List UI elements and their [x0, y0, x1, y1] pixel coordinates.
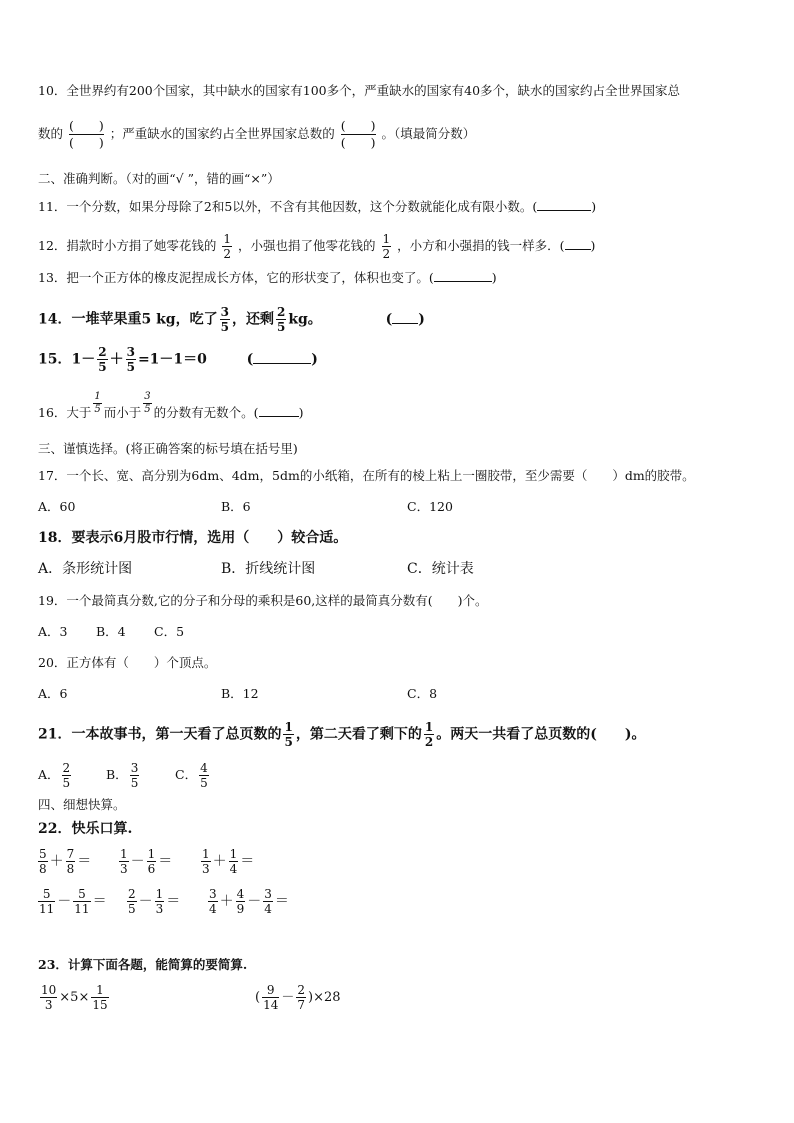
q16-fraction-1 [93, 392, 101, 415]
q23-expr-2 [255, 984, 341, 1011]
q10-text-c: 。（填最简分数） [381, 126, 476, 141]
option-label: B． [106, 767, 128, 782]
q12-text-a: 12．捐款时小方捐了她零花钱的 [38, 238, 217, 253]
numerator: 5 [78, 887, 86, 901]
numerator: 1 [155, 887, 164, 901]
q12-fraction-1 [222, 233, 232, 260]
option-fraction [199, 762, 209, 789]
equals-sign: ＝ [92, 893, 107, 910]
denominator: 5 [144, 404, 151, 415]
question-10-line-2 [38, 118, 475, 151]
operator: ＋ [212, 853, 227, 870]
q15-close: ) [311, 351, 318, 368]
fraction [201, 848, 211, 875]
q18-option-b[interactable]: B．折线统计图 [221, 561, 316, 577]
denominator: 15 [92, 998, 108, 1012]
denominator: 11 [39, 902, 55, 916]
fraction [119, 848, 129, 875]
numerator: 4 [236, 887, 245, 901]
denominator: 5 [62, 776, 71, 790]
question-11 [38, 199, 596, 215]
section-2-heading: 二、准确判断。（对的画“√ ”，错的画“×”） [38, 171, 280, 186]
denominator: 3 [202, 862, 210, 876]
fraction [38, 888, 55, 915]
q15-answer-blank[interactable] [253, 363, 311, 364]
operator: ＋ [49, 853, 64, 870]
q22-expr-2-1 [36, 888, 107, 915]
fraction [262, 984, 279, 1011]
fraction [208, 888, 218, 915]
q10-answer-fraction-1[interactable] [69, 118, 104, 151]
option-label: A． [38, 767, 60, 782]
numerator: 2 [128, 887, 136, 901]
q15-text-c: =1－1＝0 [137, 351, 207, 368]
q10-blank-denominator: ( ) [69, 135, 104, 150]
operator: － [130, 853, 145, 870]
denominator: 5 [284, 735, 293, 749]
q21-option-b[interactable] [106, 762, 141, 789]
section-4-heading: 四、细想快算。 [38, 797, 126, 812]
numerator: 3 [220, 305, 229, 319]
denominator: 4 [209, 902, 217, 916]
q20-option-a[interactable]: A．6 [38, 686, 68, 701]
q12-close: ) [590, 238, 596, 253]
fraction [40, 984, 57, 1011]
q22-expr-2-2 [125, 888, 180, 915]
option-fraction [62, 762, 72, 789]
question-19: 19．一个最简真分数,它的分子和分母的乘积是60,这样的最简真分数有( )个。 [38, 593, 488, 608]
open-paren: ( [255, 990, 261, 1005]
q22-expr-1-2 [117, 848, 172, 875]
denominator: 9 [236, 902, 245, 916]
numerator: 2 [297, 983, 306, 997]
fraction [66, 848, 76, 875]
q19-option-a[interactable]: A．3 [38, 624, 68, 639]
q11-answer-blank[interactable] [537, 210, 591, 211]
numerator: 1 [284, 720, 293, 734]
q19-option-c[interactable]: C．5 [154, 624, 185, 639]
denominator: 8 [39, 862, 47, 876]
q15-text-b: ＋ [109, 351, 124, 368]
denominator: 7 [297, 998, 306, 1012]
fraction [155, 888, 165, 915]
q21-fraction-1 [283, 721, 293, 748]
q16-text-a: 16．大于 [38, 405, 92, 420]
denominator: 5 [126, 360, 135, 374]
q21-text-a: 21．一本故事书，第一天看了总页数的 [38, 726, 282, 743]
denominator: 5 [276, 320, 286, 334]
equals-sign: ＝ [166, 893, 181, 910]
q11-close: ) [591, 199, 597, 214]
q20-option-b[interactable]: B．12 [221, 686, 259, 701]
numerator: 5 [42, 887, 51, 901]
q10-blank-denominator: ( ) [340, 135, 376, 150]
denominator: 4 [264, 902, 272, 916]
numerator: 9 [266, 983, 275, 997]
fraction [236, 888, 246, 915]
question-13 [38, 270, 497, 286]
numerator: 1 [147, 847, 156, 861]
q23-expr-1 [38, 984, 111, 1011]
denominator: 3 [44, 998, 53, 1012]
numerator: 3 [144, 391, 151, 402]
question-15 [38, 346, 318, 373]
fraction [73, 888, 90, 915]
q21-option-a[interactable] [38, 762, 73, 789]
q13-answer-blank[interactable] [434, 281, 492, 282]
q22-expr-2-3 [206, 888, 289, 915]
q10-text-b: ；严重缺水的国家约占全世界国家总数的 [109, 126, 335, 141]
numerator: 1 [382, 232, 391, 246]
numerator: 7 [66, 847, 75, 861]
numerator: 2 [98, 345, 107, 359]
q21-fraction-2 [424, 721, 434, 748]
q21-option-c[interactable] [175, 762, 211, 789]
operator: － [138, 893, 153, 910]
operator: ＋ [219, 893, 234, 910]
denominator: 2 [223, 247, 232, 261]
question-16 [38, 391, 304, 425]
question-22-title: 22．快乐口算. [38, 821, 133, 837]
q16-fraction-2 [143, 392, 151, 415]
denominator: 5 [94, 404, 101, 415]
question-17: 17．一个长、宽、高分别为6dm、4dm，5dm的小纸箱，在所有的棱上粘上一圈胶带，至少需要（ ）dm的胶带。 [38, 468, 695, 483]
q13-close: ) [491, 270, 497, 285]
q14-open: ( [385, 311, 393, 328]
numerator: 3 [209, 887, 217, 901]
numerator: 3 [130, 761, 139, 775]
q16-answer-blank[interactable] [259, 416, 299, 417]
equals-sign: ＝ [274, 893, 289, 910]
q18-option-c[interactable]: C．统计表 [407, 561, 474, 577]
q14-fraction-1 [220, 306, 230, 333]
q15-fraction-2 [126, 346, 136, 373]
q10-blank-numerator: ( ) [69, 118, 104, 133]
q21-text-b: ，第二天看了剩下的 [295, 726, 422, 743]
question-18: 18．要表示6月股市行情，选用（ ）较合适。 [38, 530, 348, 546]
denominator: 2 [424, 735, 434, 749]
question-14 [38, 306, 425, 333]
section-3-heading: 三、谨慎选择。(将正确答案的标号填在括号里) [38, 441, 298, 456]
operator: － [57, 893, 72, 910]
q22-expr-1-3 [199, 848, 254, 875]
q15-fraction-1 [97, 346, 107, 373]
q17-option-c[interactable]: C．120 [407, 499, 453, 514]
q14-text-b: ，还剩 [231, 311, 274, 328]
q17-option-a[interactable]: A．60 [38, 499, 76, 514]
close-paren-and-operator: )×28 [308, 990, 341, 1005]
equals-sign: ＝ [158, 853, 173, 870]
q16-text-b: 而小于 [103, 405, 142, 420]
question-21 [38, 721, 645, 748]
fraction [127, 888, 137, 915]
numerator: 1 [424, 720, 434, 734]
numerator: 4 [200, 761, 208, 775]
numerator: 3 [126, 345, 135, 359]
numerator: 2 [62, 761, 71, 775]
denominator: 5 [98, 360, 107, 374]
operator: － [247, 893, 262, 910]
q18-option-a[interactable]: A．条形统计图 [38, 561, 133, 577]
fraction [91, 984, 108, 1011]
numerator: 2 [276, 305, 286, 319]
equals-sign: ＝ [240, 853, 255, 870]
numerator: 1 [223, 232, 232, 246]
question-10-line-1: 10．全世界约有200个国家，其中缺水的国家有100多个，严重缺水的国家有40多个，缺水的国家约占全世界国家总 [38, 83, 681, 98]
q14-fraction-2 [276, 306, 286, 333]
denominator: 3 [120, 862, 128, 876]
denominator: 14 [263, 998, 279, 1012]
operator: ×5× [59, 990, 90, 1005]
denominator: 2 [382, 247, 391, 261]
q15-text-a: 15．1－ [38, 351, 96, 368]
question-23-title: 23．计算下面各题，能简算的要简算. [38, 957, 248, 972]
denominator: 5 [128, 902, 136, 916]
fraction [263, 888, 273, 915]
denominator: 5 [130, 776, 139, 790]
denominator: 11 [74, 902, 90, 916]
q15-open: ( [246, 351, 254, 368]
numerator: 3 [264, 887, 272, 901]
q16-close: ) [298, 405, 304, 420]
q11-text: 11．一个分数，如果分母除了2和5以外，不含有其他因数，这个分数就能化成有限小数。( [38, 199, 538, 214]
q16-text-c: 的分数有无数个。( [153, 405, 259, 420]
fraction [296, 984, 306, 1011]
q21-text-c: 。两天一共看了总页数的( )。 [436, 726, 646, 743]
q10-blank-numerator: ( ) [340, 118, 376, 133]
numerator: 1 [94, 391, 101, 402]
numerator: 10 [41, 983, 57, 997]
q10-text-a: 数的 [38, 126, 64, 141]
denominator: 5 [200, 776, 208, 790]
fraction [147, 848, 157, 875]
equals-sign: ＝ [77, 853, 92, 870]
q14-text-c: kg。 [288, 311, 322, 328]
numerator: 1 [96, 983, 104, 997]
q12-answer-blank[interactable] [565, 249, 591, 250]
q19-option-b[interactable]: B．4 [96, 624, 126, 639]
q14-text-a: 14．一堆苹果重5 kg，吃了 [38, 311, 218, 328]
q12-text-c: ，小方和小强捐的钱一样多．( [397, 238, 565, 253]
q22-expr-1-1 [36, 848, 91, 875]
q13-text: 13．把一个正方体的橡皮泥捏成长方体，它的形状变了，体积也变了。( [38, 270, 434, 285]
option-fraction [130, 762, 140, 789]
q14-close: ) [418, 311, 425, 328]
denominator: 6 [147, 862, 156, 876]
q17-option-b[interactable]: B．6 [221, 499, 251, 514]
operator: － [281, 990, 295, 1005]
numerator: 1 [229, 847, 238, 861]
option-label: C． [175, 767, 198, 782]
denominator: 5 [220, 320, 229, 334]
q12-fraction-2 [382, 233, 392, 260]
numerator: 1 [120, 847, 128, 861]
fraction [38, 848, 48, 875]
denominator: 3 [155, 902, 164, 916]
q20-option-c[interactable]: C．8 [407, 686, 438, 701]
denominator: 4 [229, 862, 238, 876]
denominator: 8 [66, 862, 75, 876]
numerator: 1 [202, 847, 210, 861]
numerator: 5 [39, 847, 47, 861]
question-20: 20．正方体有（ ）个顶点。 [38, 655, 217, 670]
question-12 [38, 233, 595, 260]
q14-answer-blank[interactable] [392, 323, 418, 324]
q12-text-b: ，小强也捐了他零花钱的 [238, 238, 376, 253]
q10-answer-fraction-2[interactable] [341, 118, 376, 151]
fraction [229, 848, 239, 875]
